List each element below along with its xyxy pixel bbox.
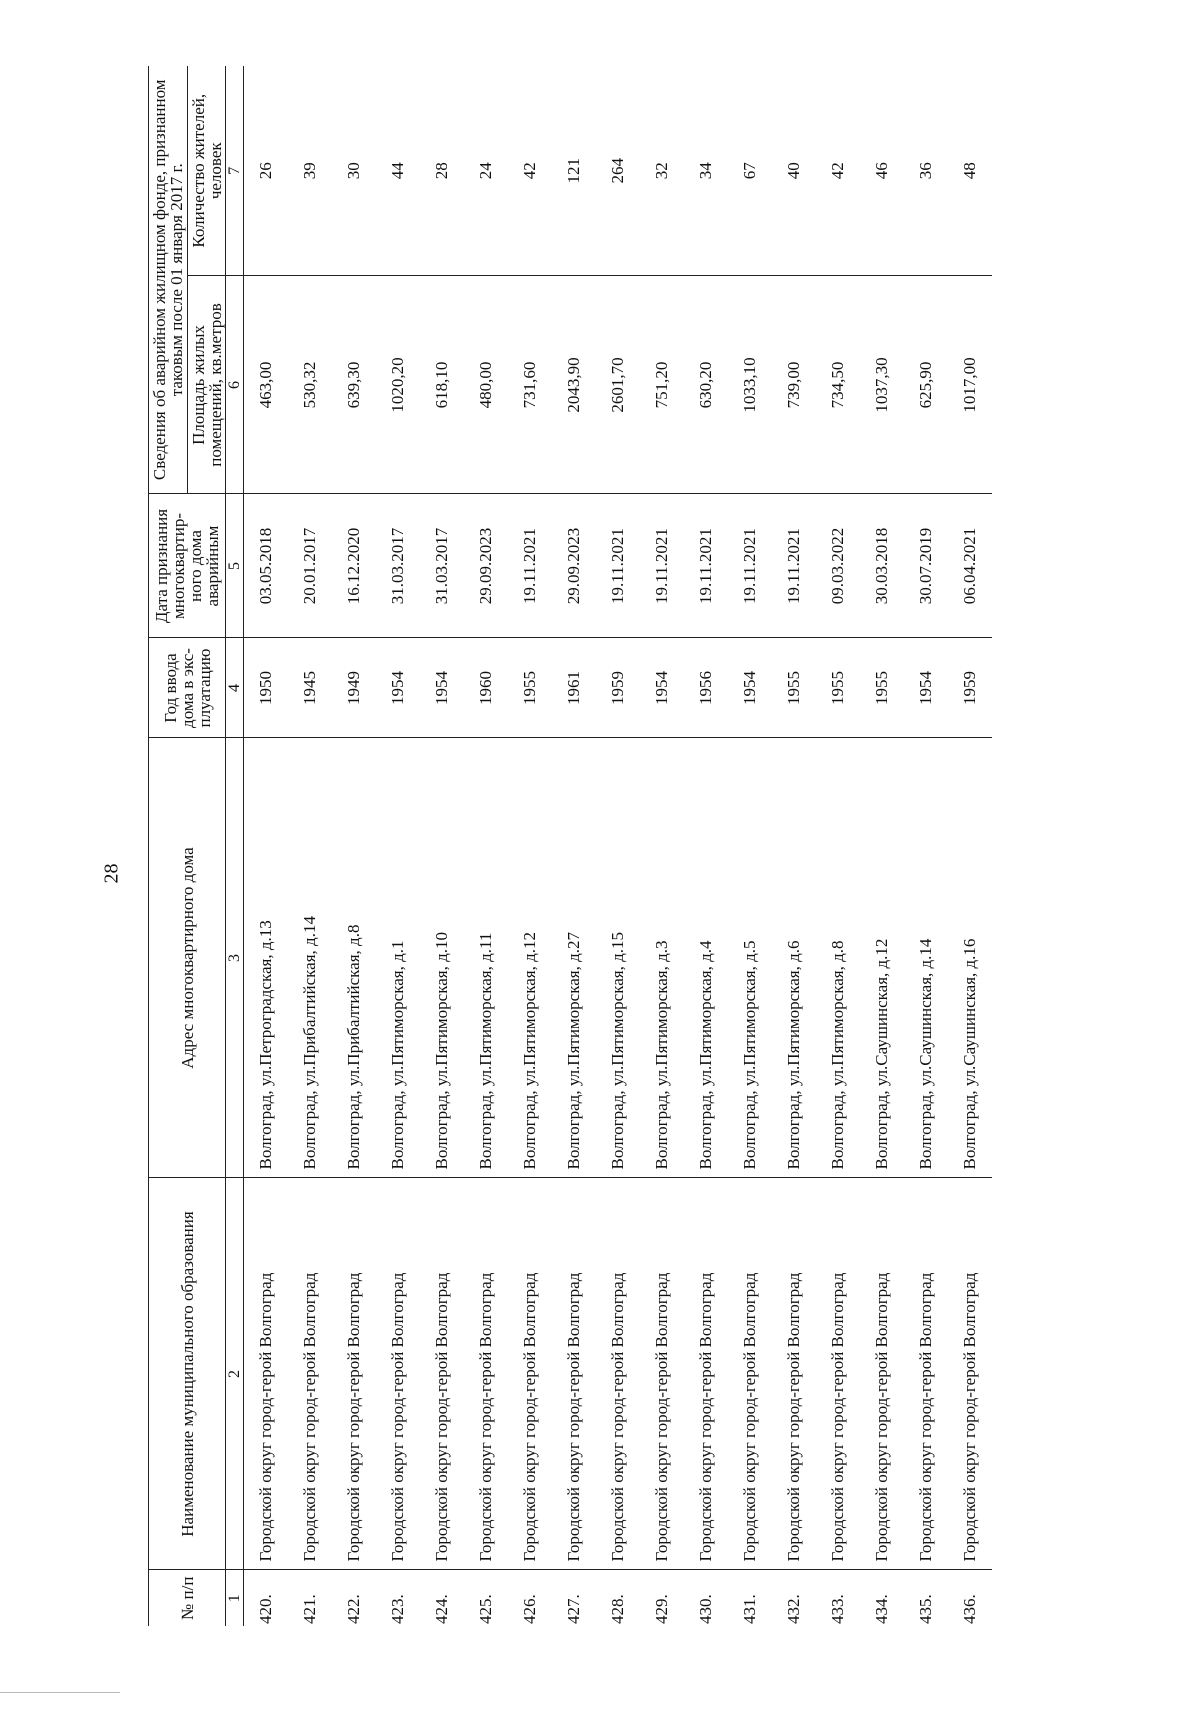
column-number: 6 <box>226 276 244 494</box>
address-cell: Волгоград, ул.Пятиморская, д.1 <box>376 738 420 1178</box>
row-number: 435. <box>904 1570 948 1626</box>
date-cell: 31.03.2017 <box>376 494 420 638</box>
residents-cell: 44 <box>376 66 420 276</box>
year-cell: 1955 <box>816 638 860 738</box>
residents-cell: 67 <box>728 66 772 276</box>
row-number: 421. <box>288 1570 332 1626</box>
date-cell: 30.03.2018 <box>860 494 904 638</box>
date-cell: 29.09.2023 <box>464 494 508 638</box>
year-cell: 1950 <box>244 638 289 738</box>
year-cell: 1955 <box>772 638 816 738</box>
area-cell: 630,20 <box>684 276 728 494</box>
row-number: 427. <box>552 1570 596 1626</box>
address-cell: Волгоград, ул.Петроградская, д.13 <box>244 738 289 1178</box>
area-cell: 731,60 <box>508 276 552 494</box>
address-cell: Волгоград, ул.Пятиморская, д.12 <box>508 738 552 1178</box>
table-row <box>596 66 640 1626</box>
row-number: 429. <box>640 1570 684 1626</box>
date-cell: 19.11.2021 <box>596 494 640 638</box>
area-cell: 739,00 <box>772 276 816 494</box>
area-cell: 463,00 <box>244 276 289 494</box>
address-cell: Волгоград, ул.Пятиморская, д.3 <box>640 738 684 1178</box>
municipality-cell: Городской округ город-герой Волгоград <box>244 1178 289 1570</box>
row-number: 428. <box>596 1570 640 1626</box>
address-cell: Волгоград, ул.Пятиморская, д.15 <box>596 738 640 1178</box>
address-cell: Волгоград, ул.Пятиморская, д.11 <box>464 738 508 1178</box>
date-cell: 19.11.2021 <box>772 494 816 638</box>
table-header <box>149 66 244 1626</box>
municipality-cell: Городской округ город-герой Волгоград <box>376 1178 420 1570</box>
date-cell: 19.11.2021 <box>508 494 552 638</box>
municipality-cell: Городской округ город-герой Волгоград <box>552 1178 596 1570</box>
area-cell: 530,32 <box>288 276 332 494</box>
table-row <box>552 66 596 1626</box>
residents-cell: 46 <box>860 66 904 276</box>
date-cell: 19.11.2021 <box>640 494 684 638</box>
municipality-cell: Городской округ город-герой Волгоград <box>728 1178 772 1570</box>
table-row <box>816 66 860 1626</box>
date-cell: 19.11.2021 <box>728 494 772 638</box>
table-row <box>464 66 508 1626</box>
residents-cell: 36 <box>904 66 948 276</box>
column-number: 4 <box>226 638 244 738</box>
residents-cell: 264 <box>596 66 640 276</box>
year-cell: 1954 <box>728 638 772 738</box>
residents-cell: 26 <box>244 66 289 276</box>
date-cell: 30.07.2019 <box>904 494 948 638</box>
row-number: 424. <box>420 1570 464 1626</box>
table-row <box>772 66 816 1626</box>
area-cell: 2043,90 <box>552 276 596 494</box>
column-number: 7 <box>226 66 244 276</box>
residents-cell: 30 <box>332 66 376 276</box>
year-cell: 1954 <box>376 638 420 738</box>
table-row <box>508 66 552 1626</box>
area-cell: 1017,00 <box>948 276 992 494</box>
emergency-housing-table <box>148 66 992 1626</box>
municipality-cell: Городской округ город-герой Волгоград <box>772 1178 816 1570</box>
table-row <box>288 66 332 1626</box>
area-cell: 751,20 <box>640 276 684 494</box>
area-cell: 1033,10 <box>728 276 772 494</box>
date-cell: 31.03.2017 <box>420 494 464 638</box>
row-number: 420. <box>244 1570 289 1626</box>
municipality-cell: Городской округ город-герой Волгоград <box>684 1178 728 1570</box>
column-number: 2 <box>226 1178 244 1570</box>
address-cell: Волгоград, ул.Пятиморская, д.5 <box>728 738 772 1178</box>
area-cell: 1020,20 <box>376 276 420 494</box>
header-residents: Количество жителей, человек <box>188 66 226 276</box>
area-cell: 625,90 <box>904 276 948 494</box>
residents-cell: 32 <box>640 66 684 276</box>
table-row <box>904 66 948 1626</box>
municipality-cell: Городской округ город-герой Волгоград <box>904 1178 948 1570</box>
date-cell: 29.09.2023 <box>552 494 596 638</box>
residents-cell: 24 <box>464 66 508 276</box>
address-cell: Волгоград, ул.Прибалтийская, д.8 <box>332 738 376 1178</box>
header-area: Площадь жилых помещений, кв.метров <box>188 276 226 494</box>
municipality-cell: Городской округ город-герой Волгоград <box>816 1178 860 1570</box>
header-municipality: Наименование муниципального образования <box>149 1178 226 1570</box>
year-cell: 1954 <box>640 638 684 738</box>
year-cell: 1955 <box>860 638 904 738</box>
residents-cell: 42 <box>508 66 552 276</box>
year-cell: 1961 <box>552 638 596 738</box>
date-cell: 06.04.2021 <box>948 494 992 638</box>
residents-cell: 28 <box>420 66 464 276</box>
row-number: 431. <box>728 1570 772 1626</box>
municipality-cell: Городской округ город-герой Волгоград <box>288 1178 332 1570</box>
column-number: 5 <box>226 494 244 638</box>
area-cell: 734,50 <box>816 276 860 494</box>
table-body <box>244 66 993 1626</box>
year-cell: 1959 <box>596 638 640 738</box>
header-year: Год ввода дома в экс-плуатацию <box>149 638 226 738</box>
row-number: 423. <box>376 1570 420 1626</box>
date-cell: 19.11.2021 <box>684 494 728 638</box>
row-number: 432. <box>772 1570 816 1626</box>
year-cell: 1949 <box>332 638 376 738</box>
year-cell: 1960 <box>464 638 508 738</box>
table-row <box>948 66 992 1626</box>
area-cell: 2601,70 <box>596 276 640 494</box>
date-cell: 09.03.2022 <box>816 494 860 638</box>
area-cell: 480,00 <box>464 276 508 494</box>
residents-cell: 34 <box>684 66 728 276</box>
header-address: Адрес многоквартирного дома <box>149 738 226 1178</box>
rotated-page <box>148 66 1048 1626</box>
residents-cell: 39 <box>288 66 332 276</box>
table-row <box>332 66 376 1626</box>
row-number: 422. <box>332 1570 376 1626</box>
area-cell: 1037,30 <box>860 276 904 494</box>
date-cell: 16.12.2020 <box>332 494 376 638</box>
table-row <box>728 66 772 1626</box>
column-number: 1 <box>226 1570 244 1626</box>
row-number: 430. <box>684 1570 728 1626</box>
address-cell: Волгоград, ул.Саушинская, д.14 <box>904 738 948 1178</box>
area-cell: 639,30 <box>332 276 376 494</box>
residents-cell: 42 <box>816 66 860 276</box>
address-cell: Волгоград, ул.Пятиморская, д.10 <box>420 738 464 1178</box>
address-cell: Волгоград, ул.Пятиморская, д.8 <box>816 738 860 1178</box>
row-number: 434. <box>860 1570 904 1626</box>
municipality-cell: Городской округ город-герой Волгоград <box>464 1178 508 1570</box>
header-emergency-fund-group: Сведения об аварийном жилищном фонде, признанном таковым после 01 января 2017 г. <box>149 66 188 494</box>
municipality-cell: Городской округ город-герой Волгоград <box>860 1178 904 1570</box>
area-cell: 618,10 <box>420 276 464 494</box>
row-number: 426. <box>508 1570 552 1626</box>
municipality-cell: Городской округ город-герой Волгоград <box>420 1178 464 1570</box>
year-cell: 1954 <box>420 638 464 738</box>
municipality-cell: Городской округ город-герой Волгоград <box>596 1178 640 1570</box>
date-cell: 03.05.2018 <box>244 494 289 638</box>
scan-edge-line <box>0 1692 120 1693</box>
table-row <box>420 66 464 1626</box>
year-cell: 1945 <box>288 638 332 738</box>
municipality-cell: Городской округ город-герой Волгоград <box>640 1178 684 1570</box>
column-number-row <box>226 66 244 1626</box>
row-number: 425. <box>464 1570 508 1626</box>
header-date: Дата признания многоквартир-ного дома аварийным <box>149 494 226 638</box>
header-num: № п/п <box>149 1570 226 1626</box>
address-cell: Волгоград, ул.Пятиморская, д.4 <box>684 738 728 1178</box>
municipality-cell: Городской округ город-герой Волгоград <box>948 1178 992 1570</box>
address-cell: Волгоград, ул.Прибалтийская, д.14 <box>288 738 332 1178</box>
address-cell: Волгоград, ул.Саушинская, д.16 <box>948 738 992 1178</box>
municipality-cell: Городской округ город-герой Волгоград <box>508 1178 552 1570</box>
table-row <box>244 66 289 1626</box>
year-cell: 1955 <box>508 638 552 738</box>
year-cell: 1959 <box>948 638 992 738</box>
residents-cell: 40 <box>772 66 816 276</box>
page-number: 28 <box>100 863 123 884</box>
residents-cell: 121 <box>552 66 596 276</box>
table-row <box>684 66 728 1626</box>
municipality-cell: Городской округ город-герой Волгоград <box>332 1178 376 1570</box>
year-cell: 1954 <box>904 638 948 738</box>
column-number: 3 <box>226 738 244 1178</box>
row-number: 433. <box>816 1570 860 1626</box>
table-row <box>376 66 420 1626</box>
row-number: 436. <box>948 1570 992 1626</box>
address-cell: Волгоград, ул.Саушинская, д.12 <box>860 738 904 1178</box>
address-cell: Волгоград, ул.Пятиморская, д.6 <box>772 738 816 1178</box>
address-cell: Волгоград, ул.Пятиморская, д.27 <box>552 738 596 1178</box>
date-cell: 20.01.2017 <box>288 494 332 638</box>
table-row <box>640 66 684 1626</box>
year-cell: 1956 <box>684 638 728 738</box>
residents-cell: 48 <box>948 66 992 276</box>
table-row <box>860 66 904 1626</box>
